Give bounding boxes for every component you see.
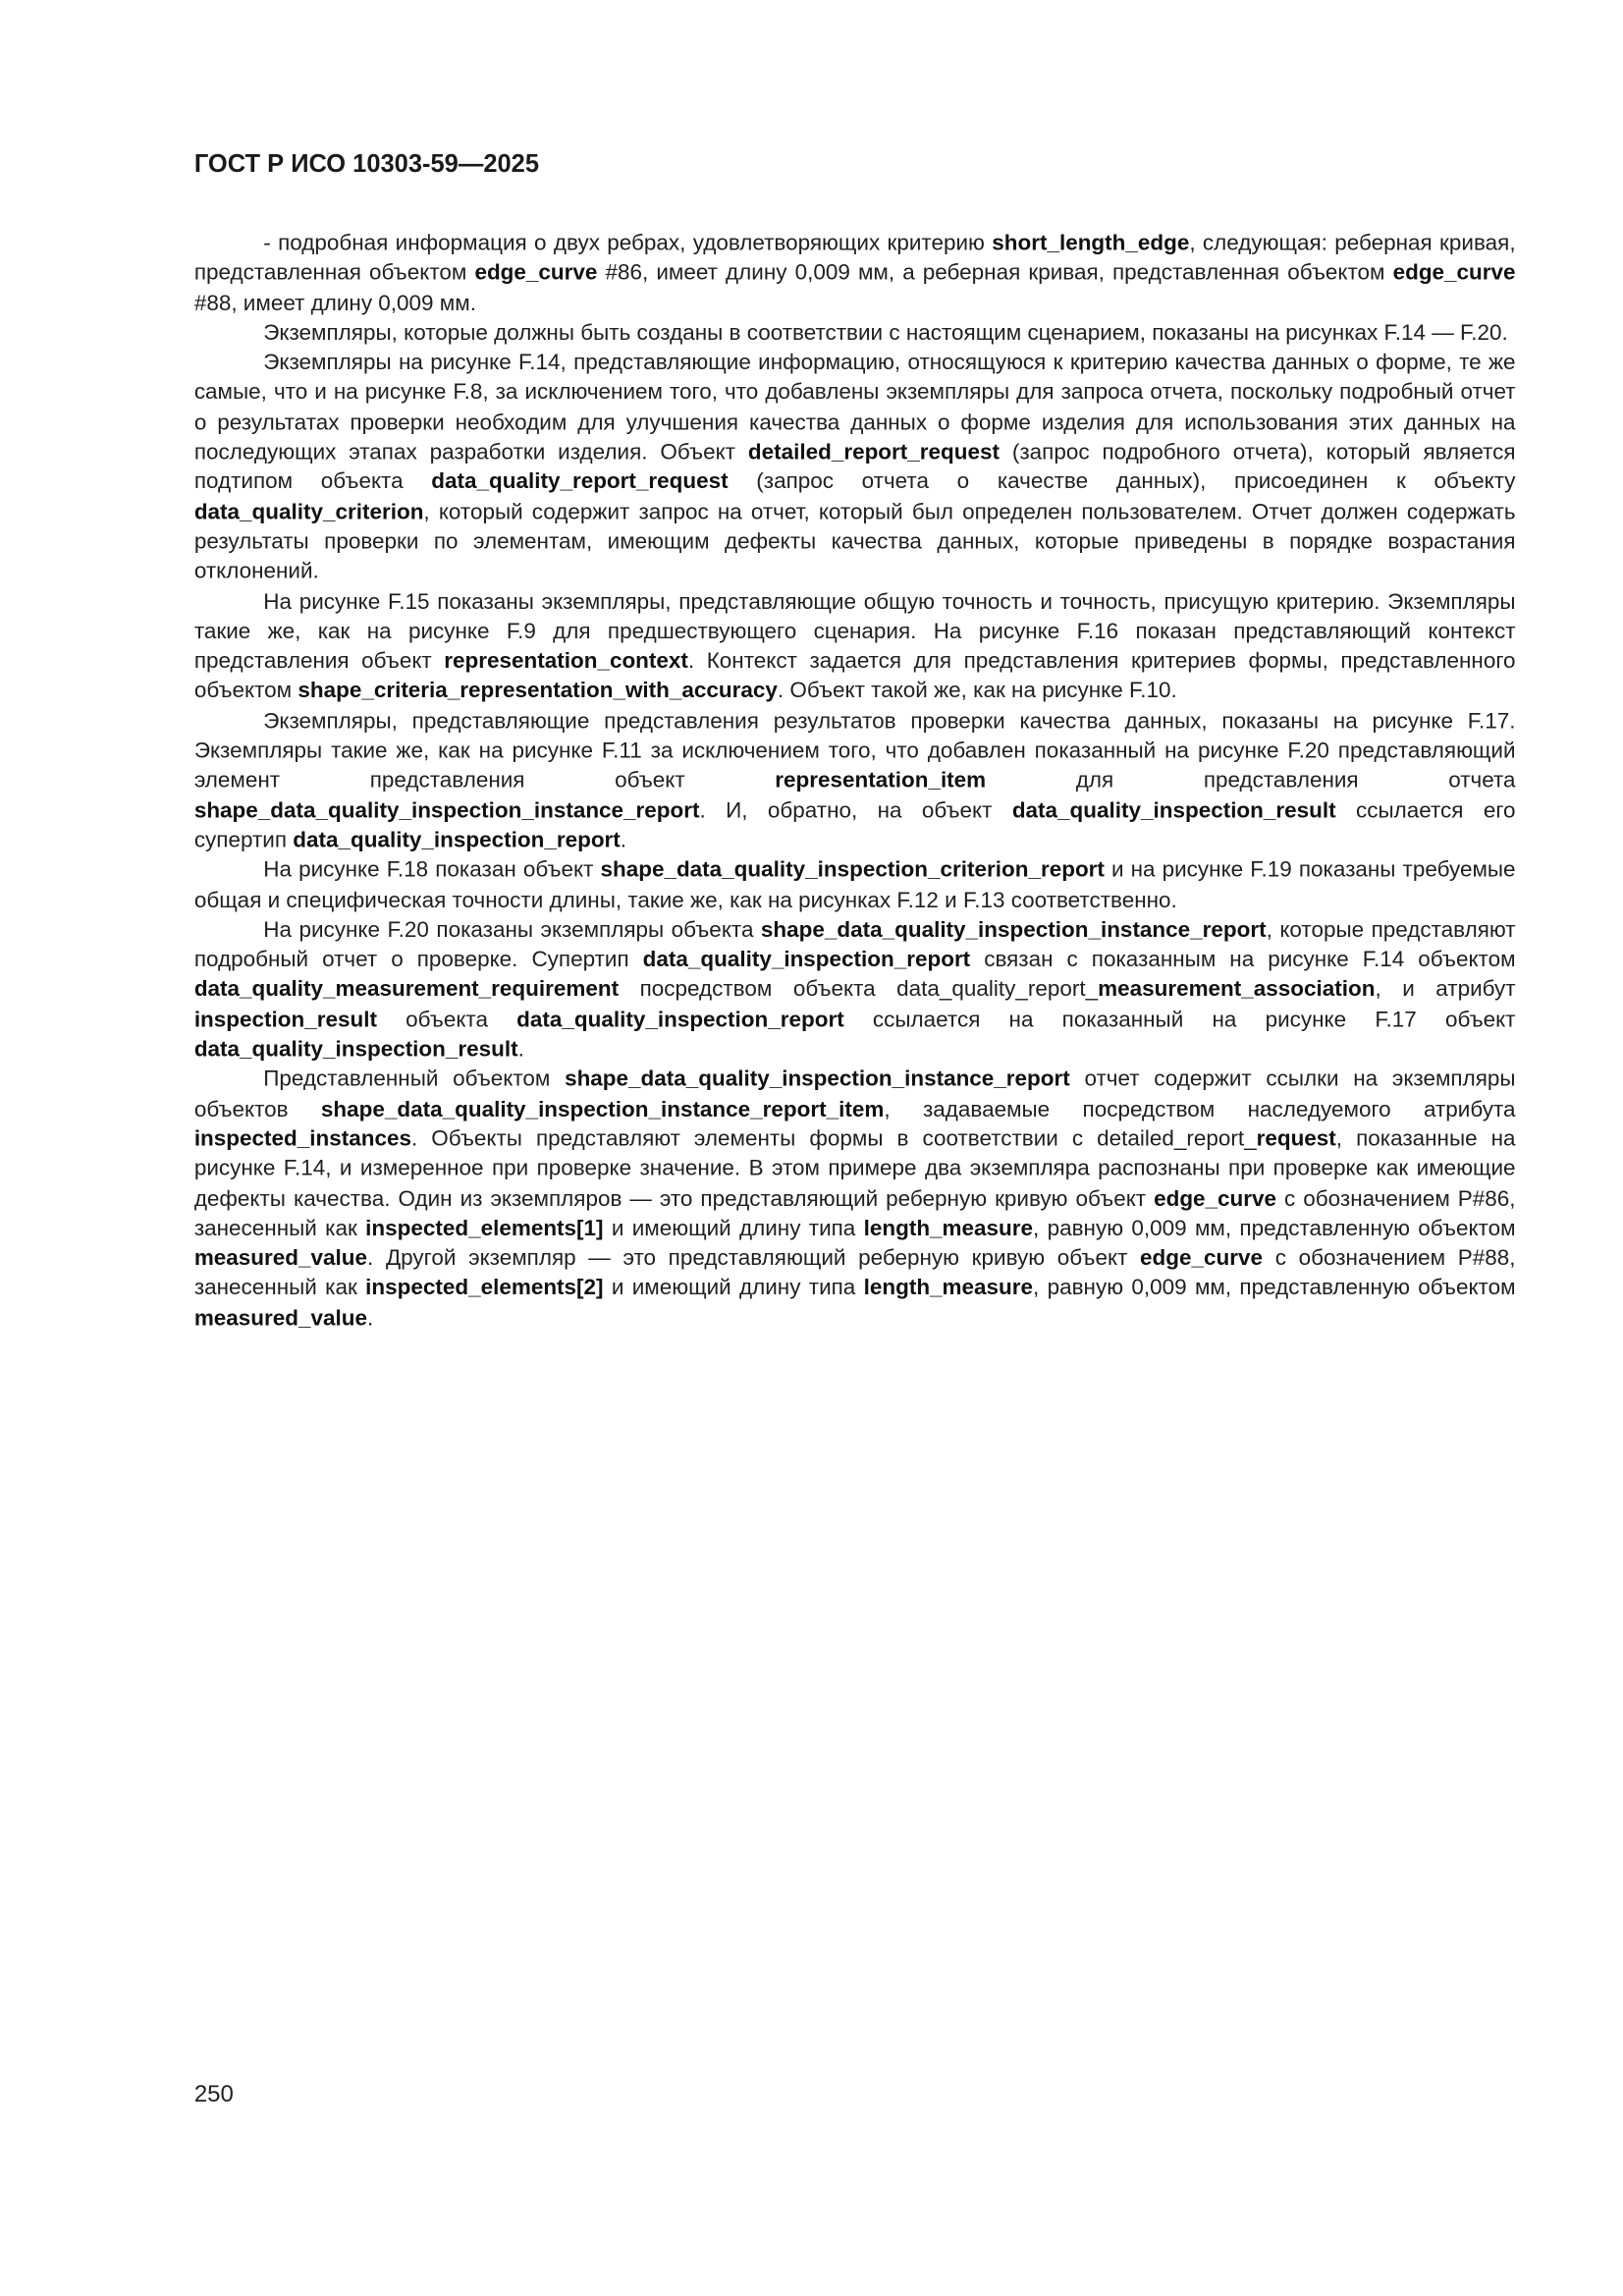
object-name: request: [1256, 1126, 1336, 1152]
object-name: representation_item: [775, 768, 987, 793]
paragraph-text: , задаваемые посредством наследуемого атрибута: [884, 1096, 1516, 1122]
paragraph-text: Экземпляры на рисунке F.14, представляющие информацию, относящуюся к критерию качества данных о форме, те же самые, что и на рисунке F.8, за исключением того, что добавлены экземпляры для запроса отчета, поскольку подробный отчет о результатах проверки необходим для улучшения качества данных о форме изделия для использования этих данных на последующих этапах разработки изделия. Объект: [193, 350, 1516, 465]
object-name: short_length_edge: [992, 231, 1190, 256]
page-number: 250: [193, 2082, 234, 2108]
object-name: measured_value: [193, 1245, 368, 1272]
object-name: measured_value: [193, 1305, 368, 1331]
object-name: measurement_association: [1098, 977, 1376, 1003]
object-name: inspected_instances: [193, 1126, 411, 1152]
object-name: edge_curve: [1140, 1245, 1264, 1272]
object-name: data_quality_report_request: [431, 469, 729, 495]
paragraph-text: На рисунке F.20 показаны экземпляры объекта: [263, 917, 761, 943]
paragraph-text: . Объект такой же, как на рисунке F.10.: [777, 679, 1177, 704]
paragraph-text: , равную 0,009 мм, представленную объектом: [1033, 1216, 1516, 1241]
paragraph-text: , который содержит запрос на отчет, который был определен пользователем. Отчет должен содержать результаты проверки по элементам, имеющим дефекты качества данных, которые приведены в порядке возрастания отклонений.: [193, 499, 1516, 584]
paragraph-text: . Другой экземпляр — это представляющий реберную кривую объект: [367, 1245, 1141, 1272]
object-name: data_quality_criterion: [193, 499, 424, 525]
object-name: shape_data_quality_inspection_instance_report: [760, 917, 1267, 943]
document-header: ГОСТ Р ИСО 10303-59—2025: [193, 149, 540, 179]
paragraph: [194, 587, 1516, 707]
paragraph-text: посредством объекта data_quality_report_: [619, 977, 1099, 1003]
paragraph-text: На рисунке F.18 показан объект: [263, 857, 601, 883]
object-name: data_quality_inspection_report: [293, 828, 621, 853]
paragraph-text: .: [620, 828, 627, 853]
paragraph: [194, 319, 1516, 349]
paragraph-text: отчет содержит ссылки на экземпляры объектов: [193, 1066, 1516, 1122]
paragraph-text: , которые представляют подробный отчет о проверке. Супертип: [193, 917, 1516, 973]
paragraph-text: , равную 0,009 мм, представленную объектом: [1033, 1276, 1516, 1301]
paragraph-text: с обозначением P#86, занесенный как: [193, 1185, 1516, 1241]
object-name: edge_curve: [1392, 260, 1516, 286]
paragraph-text: и имеющий длину типа: [603, 1216, 864, 1241]
paragraph-text: связан с показанным на рисунке F.14 объектом: [970, 947, 1516, 973]
object-name: representation_context: [444, 648, 688, 675]
paragraph: [194, 916, 1516, 1066]
paragraph: [194, 1066, 1516, 1335]
paragraph-text: ссылается его супертип: [193, 797, 1516, 853]
paragraph-text: , следующая: реберная кривая, представленная объектом: [193, 231, 1516, 286]
paragraph-text: На рисунке F.15 показаны экземпляры, представляющие общую точность и точность, присущую критерию. Экземпляры такие же, как на рисунке F.9 для предшествующего сценария. На рисунке F.16 показан представляющий контекст представления объект: [193, 588, 1516, 675]
object-name: length_measure: [863, 1216, 1034, 1241]
paragraph-text: . Контекст задается для представления критериев формы, представленного объектом: [193, 648, 1516, 704]
paragraph: [194, 707, 1516, 856]
object-name: shape_data_quality_inspection_instance_report: [193, 797, 700, 824]
paragraph-text: #86, имеет длину 0,009 мм, а реберная кривая, представленная объектом: [597, 260, 1393, 286]
paragraph: [194, 349, 1516, 587]
object-name: inspected_elements[2]: [365, 1276, 604, 1301]
paragraph-text: .: [517, 1036, 524, 1063]
object-name: inspected_elements[1]: [365, 1216, 604, 1241]
paragraph-text: (запрос отчета о качестве данных), присоединен к объекту: [728, 469, 1516, 495]
paragraph-text: и имеющий длину типа: [603, 1276, 864, 1301]
paragraph-text: для представления отчета: [986, 768, 1516, 793]
paragraph-text: объекта: [376, 1007, 517, 1032]
object-name: shape_data_quality_inspection_instance_report: [565, 1066, 1070, 1092]
paragraph-text: #88, имеет длину 0,009 мм.: [193, 290, 476, 316]
paragraph-text: с обозначением P#88, занесенный как: [193, 1245, 1516, 1301]
paragraph: [194, 856, 1516, 916]
paragraph-text: ссылается на показанный на рисунке F.17 объект: [843, 1007, 1516, 1032]
object-name: shape_data_quality_inspection_criterion_report: [600, 857, 1105, 883]
paragraph-text: , и атрибут: [1375, 977, 1516, 1003]
object-name: detailed_report_request: [747, 439, 1000, 465]
paragraph-text: . Объекты представляют элементы формы в соответствии с detailed_report_: [410, 1126, 1257, 1152]
object-name: inspection_result: [193, 1007, 377, 1032]
object-name: data_quality_inspection_report: [516, 1007, 844, 1032]
object-name: data_quality_inspection_result: [1011, 797, 1336, 824]
object-name: data_quality_inspection_result: [193, 1036, 518, 1063]
paragraph-text: (запрос подробного отчета), который является подтипом объекта: [193, 439, 1516, 495]
object-name: edge_curve: [1154, 1185, 1277, 1212]
object-name: data_quality_measurement_requirement: [193, 977, 620, 1003]
object-name: data_quality_inspection_report: [642, 947, 971, 973]
paragraph-text: . И, обратно, на объект: [699, 797, 1012, 824]
object-name: shape_criteria_representation_with_accuracy: [298, 679, 778, 704]
paragraph-text: - подробная информация о двух ребрах, удовлетворяющих критерию: [263, 231, 993, 256]
paragraph-text: Представленный объектом: [263, 1066, 566, 1092]
paragraph-text: .: [367, 1305, 374, 1331]
paragraph: [194, 230, 1516, 319]
paragraph-text: Экземпляры, которые должны быть созданы в соответствии с настоящим сценарием, показаны на рисунках F.14 — F.20.: [263, 320, 1508, 346]
object-name: shape_data_quality_inspection_instance_report_item: [320, 1096, 885, 1122]
paragraph-text: Экземпляры, представляющие представления результатов проверки качества данных, показаны на рисунке F.17. Экземпляры такие же, как на рисунке F.11 за исключением того, что добавлен показанный на рисунке F.20 представляющий элемент представления объект: [193, 708, 1516, 793]
paragraph-text: и на рисунке F.19 показаны требуемые общая и специфическая точности длины, такие же, как на рисунках F.12 и F.13 соответственно.: [193, 857, 1516, 913]
object-name: length_measure: [863, 1276, 1034, 1301]
object-name: edge_curve: [474, 260, 598, 286]
body-text: [194, 230, 1516, 1335]
paragraph-text: , показанные на рисунке F.14, и измеренное при проверке значение. В этом примере два экземпляра распознаны при проверке как имеющие дефекты качества. Один из экземпляров — это представляющий реберную кривую объект: [193, 1126, 1516, 1212]
